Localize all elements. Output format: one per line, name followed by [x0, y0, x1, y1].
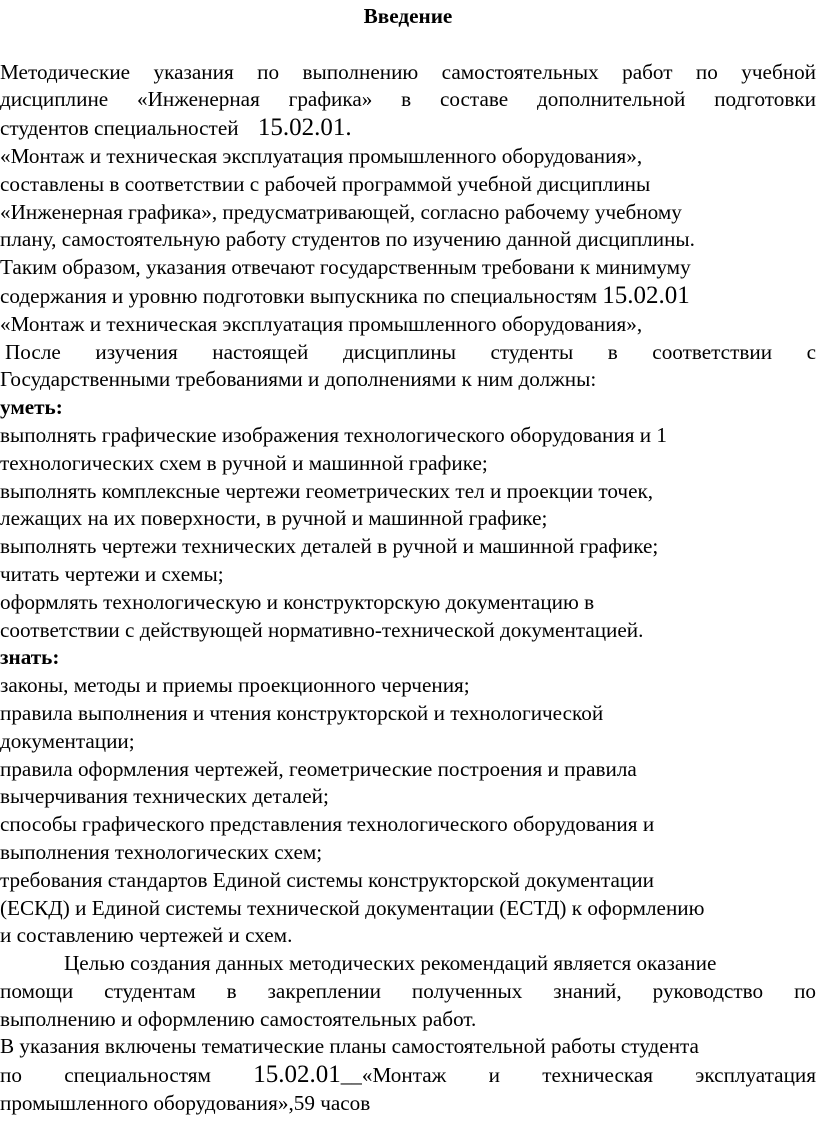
- knowledge-section: [0, 644, 816, 950]
- intro-line-10: «Монтаж и техническая эксплуатация промышленного оборудования»,: [0, 311, 643, 336]
- intro-line-4: «Монтаж и техническая эксплуатация промышленного оборудования»,: [0, 143, 643, 168]
- skills-line: лежащих на их поверхности, в ручной и машинной графике;: [0, 506, 548, 531]
- after-paragraph: [0, 339, 816, 395]
- after-line-1: После изучения настоящей дисциплины студенты в соответствии с: [5, 339, 816, 364]
- knowledge-line: правила выполнения и чтения конструкторской и технологической: [0, 700, 604, 725]
- intro-line-9-text: содержания и уровню подготовки выпускника по специальностям: [0, 283, 597, 308]
- skills-line: соответствии с действующей нормативно-технической документацией.: [0, 617, 644, 642]
- goal-line-1: Целью создания данных методических рекомендаций является оказание: [64, 951, 717, 976]
- knowledge-line: документации;: [0, 728, 135, 753]
- plans-line-2-text-b: __«Монтаж и техническая эксплуатация: [340, 1063, 816, 1088]
- plans-line-3: промышленного оборудования»,59 часов: [0, 1091, 371, 1116]
- after-line-2: Государственными требованиями и дополнениями к ним должны:: [0, 367, 597, 392]
- knowledge-line: законы, методы и приемы проекционного черчения;: [0, 673, 470, 698]
- skills-line: оформлять технологическую и конструкторскую документацию в: [0, 589, 595, 614]
- intro-line-1: Методические указания по выполнению самостоятельных работ по учебной: [0, 59, 816, 84]
- plans-line-2-text-a: по специальностям: [0, 1063, 211, 1088]
- intro-paragraph: [0, 59, 816, 339]
- plans-paragraph: [0, 1033, 816, 1117]
- skills-section: [0, 394, 816, 644]
- intro-line-7: плану, самостоятельную работу студентов по изучению данной дисциплины.: [0, 227, 695, 252]
- goal-paragraph: [0, 950, 816, 1033]
- knowledge-line: способы графического представления технологического оборудования и: [0, 812, 655, 837]
- intro-line-6: «Инженерная графика», предусматривающей, согласно рабочему учебному: [0, 199, 682, 224]
- intro-line-5: составлены в соответствии с рабочей программой учебной дисциплины: [0, 171, 651, 196]
- goal-line-3: выполнению и оформлению самостоятельных работ.: [0, 1006, 477, 1031]
- knowledge-heading: знать:: [0, 645, 60, 670]
- knowledge-line: (ЕСКД) и Единой системы технической документации (ЕСТД) к оформлению: [0, 895, 705, 920]
- knowledge-line: и составлению чертежей и схем.: [0, 923, 293, 948]
- intro-line-3-text: студентов специальностей: [0, 116, 239, 141]
- goal-line-2: помощи студентам в закреплении полученных знаний, руководство по: [0, 978, 816, 1003]
- intro-line-9: [0, 282, 816, 311]
- specialty-code: 15.02.01: [602, 281, 690, 309]
- knowledge-line: выполнения технологических схем;: [0, 839, 323, 864]
- specialty-code: 15.02.01.: [257, 114, 352, 142]
- intro-line-3: [0, 114, 816, 143]
- knowledge-line: требования стандартов Единой системы конструкторской документации: [0, 867, 654, 892]
- plans-line-2: [0, 1061, 816, 1090]
- intro-line-8: Таким образом, указания отвечают государственным требовани к минимуму: [0, 255, 691, 280]
- knowledge-line: правила оформления чертежей, геометрические построения и правила: [0, 756, 637, 781]
- plans-line-1: В указания включены тематические планы самостоятельной работы студента: [0, 1034, 699, 1059]
- blank-line: [0, 31, 816, 59]
- skills-line: читать чертежи и схемы;: [0, 561, 224, 586]
- skills-line: выполнять чертежи технических деталей в ручной и машинной графике;: [0, 534, 659, 559]
- specialty-code: 15.02.01: [253, 1061, 341, 1089]
- document-title: Введение: [363, 4, 453, 28]
- skills-heading: уметь:: [0, 395, 63, 420]
- skills-line: выполнять комплексные чертежи геометрических тел и проекции точек,: [0, 478, 654, 503]
- knowledge-line: вычерчивания технических деталей;: [0, 784, 329, 809]
- skills-line: выполнять графические изображения технологического оборудования и 1: [0, 422, 667, 447]
- skills-line: технологических схем в ручной и машинной графике;: [0, 450, 488, 475]
- intro-line-2: дисциплине «Инженерная графика» в составе дополнительной подготовки: [0, 87, 816, 112]
